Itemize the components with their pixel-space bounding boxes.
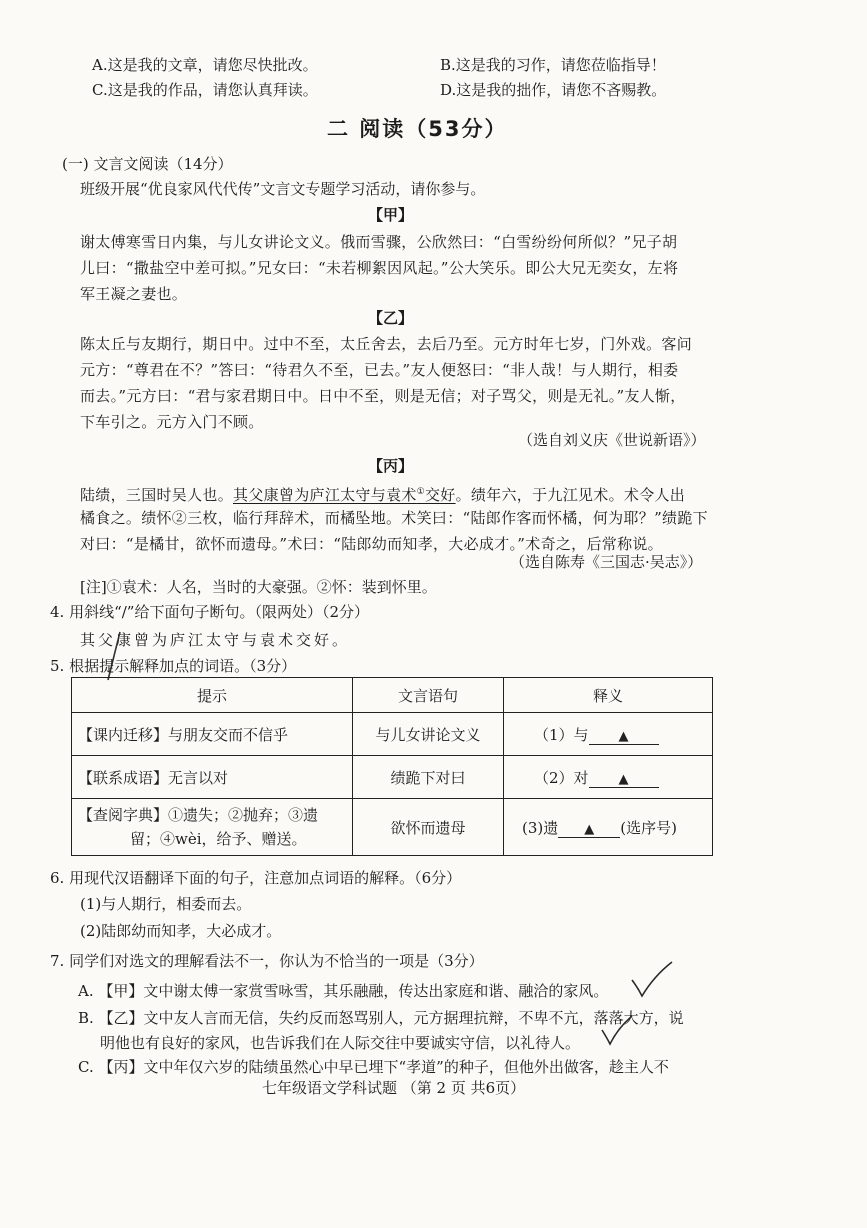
section-title: 二 阅读（53分） xyxy=(327,117,508,141)
q5-header-hint: 提示 xyxy=(72,678,353,713)
yi-line-2: 元方：“尊君在不？”答曰：“待君久不至，已去。”友人便怒曰：“非人哉！与人期行，相委 xyxy=(80,361,679,379)
bing-line-1-a: 陆绩，三国时吴人也。 xyxy=(80,486,234,504)
q5-answer-3 xyxy=(504,799,713,856)
q7-option-b-line-1: B. 【乙】文中友人言而无信，失约反而怒骂别人，元方据理抗辩，不卑不亢，落落大方，说 xyxy=(78,1009,684,1027)
bing-line-1 xyxy=(80,479,685,508)
triangle-icon: ▲ xyxy=(584,821,595,837)
table-row xyxy=(72,756,713,799)
choice-b: B.这是我的习作，请您莅临指导！ xyxy=(440,56,666,74)
bing-underlined-part: 其父康曾为庐江太守与袁术 xyxy=(233,486,417,504)
q7-option-c: C. 【丙】文中年仅六岁的陆绩虽然心中早已埋下“孝道”的种子，但他外出做客，趁主人不 xyxy=(78,1058,669,1076)
q5-hint-1: 【课内迁移】与朋友交而不信乎 xyxy=(72,713,353,756)
bing-source: （选自陈寿《三国志·吴志》） xyxy=(510,553,703,571)
q7-text: 7. 同学们对选文的理解看法不一，你认为不恰当的一项是（3分） xyxy=(50,952,484,970)
q5-header-sentence: 文言语句 xyxy=(353,678,504,713)
yi-source: （选自刘义庆《世说新语》） xyxy=(518,431,706,449)
q5-hint-3-line-2: 留；④wèi，给予、赠送。 xyxy=(130,830,307,848)
check-mark-icon xyxy=(598,1010,638,1050)
q5-answer-label-2: （2）对 xyxy=(534,768,589,787)
q5-hint-3-line-1: 【查阅字典】①遗失；②抛弃；③遗 xyxy=(78,806,319,824)
jia-line-3: 军王凝之妻也。 xyxy=(80,285,188,303)
bing-note: [注]①袁术：人名，当时的大豪强。②怀：装到怀里。 xyxy=(80,578,437,596)
q7-option-b-line-2: 明他也有良好的家风，也告诉我们在人际交往中要诚实守信，以礼待人。 xyxy=(100,1034,581,1052)
part-heading: (一) 文言文阅读（14分） xyxy=(62,155,233,173)
bing-underlined-sentence xyxy=(233,486,456,504)
bing-label: 【丙】 xyxy=(368,457,414,475)
q5-answer-label-3: (3)遗 xyxy=(522,818,559,837)
q5-answer-1 xyxy=(504,713,713,756)
bing-line-3: 对曰：“是橘甘，欲怀而遗母。”术曰：“陆郎幼而知孝，大必成才。”术奇之，后常称说。 xyxy=(80,535,663,553)
yi-line-4: 下车引之。元方入门不顾。 xyxy=(80,413,264,431)
q5-sentence-1: 与儿女讲论文义 xyxy=(353,713,504,756)
q5-table xyxy=(71,677,713,856)
note-marker-1: ① xyxy=(416,487,425,497)
check-mark-icon xyxy=(628,958,678,1003)
q5-answer-label-1: （1）与 xyxy=(534,725,589,744)
table-row xyxy=(72,799,713,856)
bing-line-2: 橘食之。绩怀②三枚，临行拜辞术，而橘坠地。术笑曰：“陆郎作客而怀橘，何为耶？”绩跪下 xyxy=(80,509,708,527)
q7-option-a: A. 【甲】文中谢太傅一家赏雪咏雪，其乐融融，传达出家庭和谐、融洽的家风。 xyxy=(78,982,609,1000)
triangle-icon: ▲ xyxy=(618,771,629,787)
yi-label: 【乙】 xyxy=(368,309,414,327)
triangle-icon: ▲ xyxy=(618,728,629,744)
q5-answer-tail: (选序号) xyxy=(620,818,677,837)
answer-blank[interactable] xyxy=(558,819,620,838)
q6-sentence-2: (2)陆郎幼而知孝，大必成才。 xyxy=(80,922,282,940)
table-row xyxy=(72,713,713,756)
choice-d: D.这是我的拙作，请您不吝赐教。 xyxy=(440,81,667,99)
answer-blank[interactable] xyxy=(589,726,659,745)
q5-header-meaning: 释义 xyxy=(504,678,713,713)
jia-line-1: 谢太傅寒雪日内集，与儿女讲论文义。俄而雪骤，公欣然曰：“白雪纷纷何所似？”兄子胡 xyxy=(80,233,678,251)
jia-line-2: 儿曰：“撒盐空中差可拟。”兄女曰：“未若柳絮因风起。”公大笑乐。即公大兄无奕女，左将 xyxy=(80,259,679,277)
yi-line-1: 陈太丘与友期行，期日中。过中不至，太丘舍去，去后乃至。元方时年七岁，门外戏。客问 xyxy=(80,335,693,353)
page-footer: 七年级语文学科试题 （第 2 页 共6页） xyxy=(262,1079,526,1097)
q5-answer-2 xyxy=(504,756,713,799)
q5-hint-3 xyxy=(72,799,353,856)
q6-text: 6. 用现代汉语翻译下面的句子，注意加点词语的解释。（6分） xyxy=(50,869,462,887)
answer-blank[interactable] xyxy=(589,769,659,788)
q4-sentence: 其父康曾为庐江太守与袁术交好。 xyxy=(80,631,351,649)
choice-a: A.这是我的文章，请您尽快批改。 xyxy=(92,56,318,74)
jia-label: 【甲】 xyxy=(368,206,414,224)
bing-line-1-b: 。绩年六，于九江见术。术令人出 xyxy=(455,486,686,504)
choice-c: C.这是我的作品，请您认真拜读。 xyxy=(92,81,318,99)
part-intro: 班级开展“优良家风代代传”文言文专题学习活动，请你参与。 xyxy=(80,180,486,198)
bing-underlined-part-2: 交好 xyxy=(425,486,456,504)
q5-hint-2: 【联系成语】无言以对 xyxy=(72,756,353,799)
q5-sentence-2: 绩跪下对曰 xyxy=(353,756,504,799)
q5-text: 5. 根据提示解释加点的词语。（3分） xyxy=(50,657,297,675)
q6-sentence-1: (1)与人期行，相委而去。 xyxy=(80,895,252,913)
q5-sentence-3: 欲怀而遗母 xyxy=(353,799,504,856)
q4-text: 4. 用斜线“/”给下面句子断句。（限两处）（2分） xyxy=(50,603,370,621)
yi-line-3: 而去。”元方曰：“君与家君期日中。日中不至，则是无信；对子骂父，则是无礼。”友人惭， xyxy=(80,387,686,405)
